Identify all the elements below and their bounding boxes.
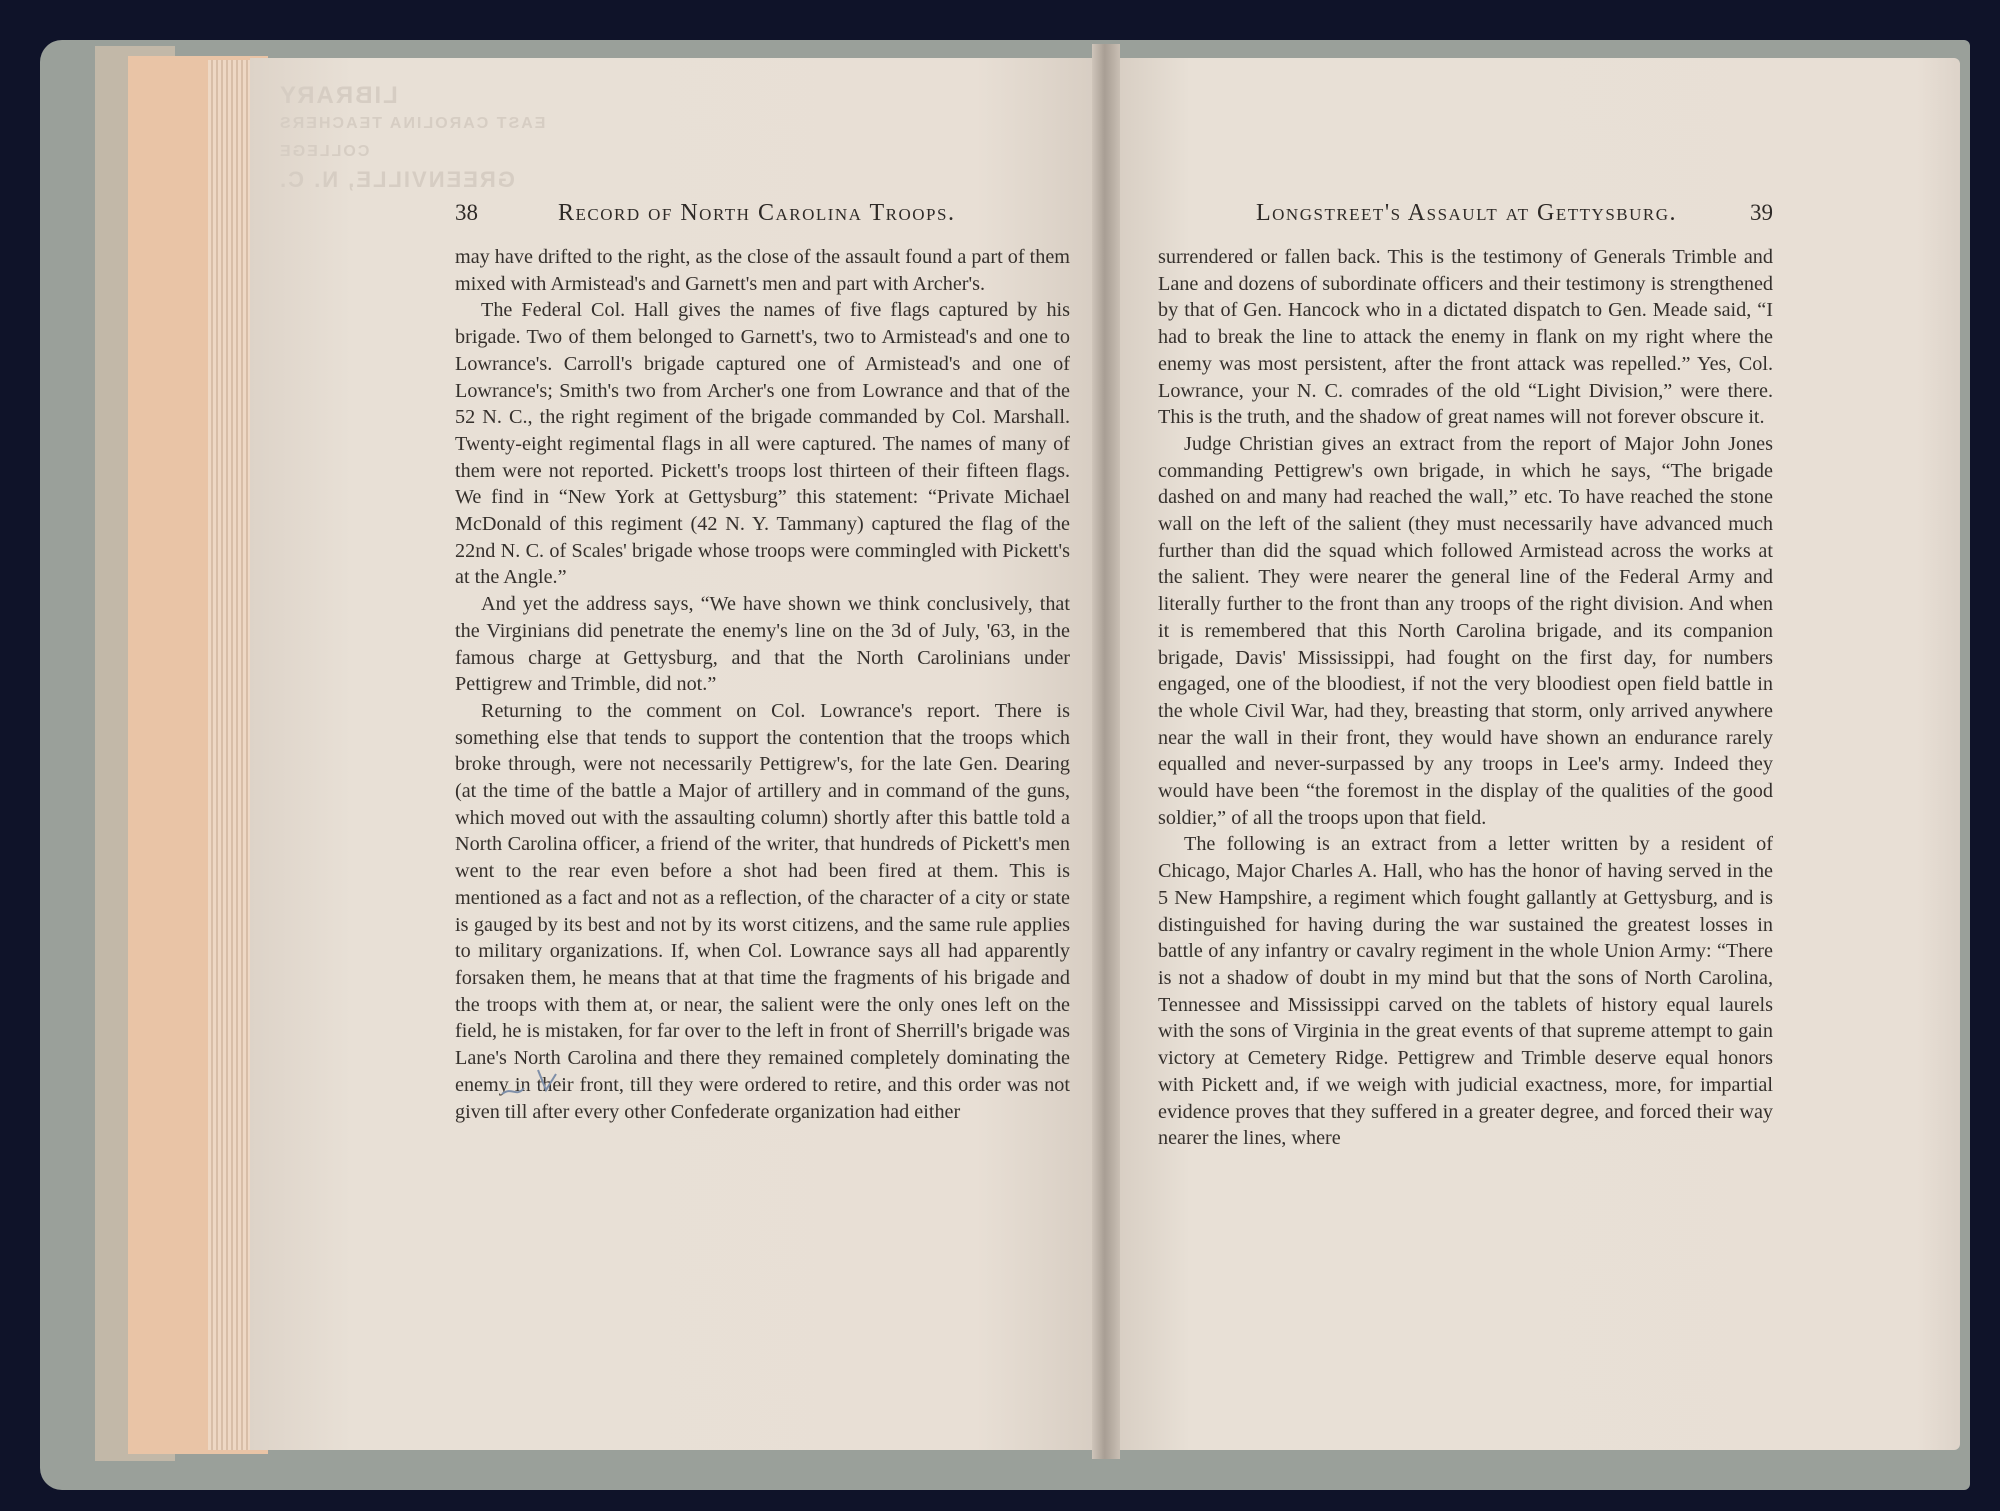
paragraph: Judge Christian gives an extract from the report of Major John Jones commanding Pettigrew's own brigade, in which he says, “The brigade dashed on and many had reached the wall,” etc. To have reached the stone wall on the left of the salient (they must necessarily have advanced much further than did the squad which followed Armistead across the works at the salient. They were nearer the general line of the Federal Army and literally further to the front than any troops of the right division. And when it is remembered that this North Carolina brigade, and its companion brigade, Davis' Mississippi, had fought on the first day, for numbers engaged, one of the bloodiest, if not the very bloodiest open field battle in the whole Civil War, had they, breasting that storm, only arrived anywhere near the wall in their front, they would have shown an endurance rarely equalled and never-surpassed by any troops in Lee's army. Indeed they would have been “the foremost in the display of the qualities of the good soldier,” of all the troops upon that field. (1158, 432, 1773, 829)
paragraph: And yet the address says, “We have shown we think conclusively, that the Virginians did penetrate the enemy's line on the 3d of July, '63, in the famous charge at Gettysburg, and that the North Carolinians under Pettigrew and Trimble, did not.” (455, 593, 1070, 696)
paragraph: may have drifted to the right, as the close of the assault found a part of them mixed with Armistead's and Garnett's men and part with Archer's. (455, 246, 1070, 295)
pencil-mark (498, 1064, 568, 1104)
stamp-line-2: EAST CAROLINA TEACHERS COLLEGE (278, 115, 546, 160)
paragraph: The Federal Col. Hall gives the names of five flags captured by his brigade. Two of them belonged to Garnett's, two to Armistead's and one to Lowrance's. Carroll's brigade captured one of Armistead's and one of Lowrance's; Smith's two from Archer's one from Lowrance and that of the 52 N. C., the right regiment of the brigade commanded by Col. Marshall. Twenty-eight regimental flags in all were captured. The names of many of them were not reported. Pickett's troops lost thirteen of their fifteen flags. We find in “New York at Gettysburg” this statement: “Private Michael McDonald of this regiment (42 N. Y. Tammany) captured the flag of the 22nd N. C. of Scales' brigade whose troops were commingled with Pickett's at the Angle.” (455, 299, 1070, 589)
stamp-line-1: LIBRARY (278, 82, 398, 109)
right-page-number: 39 (1750, 200, 1773, 225)
paragraph: The following is an extract from a letter written by a resident of Chicago, Major Charles A. Hall, who has the honor of having served in the 5 New Hampshire, a regiment which fought gallantly at Gettysburg, and is distinguished for having during the war sustained the greatest losses in battle of any infantry or cavalry regiment in the whole Union Army: “There is not a shadow of doubt in my mind but that the sons of North Carolina, Tennessee and Mississippi carved on the tablets of history equal laurels with the sons of Virginia in the great events of that supreme attempt to gain victory at Cemetery Ridge. Pettigrew and Trimble deserve equal honors with Pickett and, if we weigh with judicial exactness, more, for impartial evidence proves that they suffered in a greater degree, and forced their way nearer the lines, where (1158, 833, 1773, 1150)
left-page-text (455, 244, 1070, 1125)
right-page-text (1158, 244, 1773, 1152)
paragraph: Returning to the comment on Col. Lowrance's report. There is something else that tends to support the contention that the troops which broke through, were not necessarily Pettigrew's, for the late Gen. Dearing (at the time of the battle a Major of artillery and in command of the guns, which moved out with the assaulting column) shortly after this battle told a North Carolina officer, a friend of the writer, that hundreds of Pickett's men went to the rear even before a shot had been fired at them. This is mentioned as a fact and not as a reflection, of the character of a city or state is gauged by its best and not by its worst citizens, and the same rule applies to military organizations. If, when Col. Lowrance says all had apparently forsaken them, he means that at that time the fragments of his brigade and the troops with them at, or near, the salient were the only ones left on the field, he is mistaken, for far over to the left in front of Sherrill's brigade was Lane's North Carolina and there they remained completely dominating the enemy in their front, till they were ordered to retire, and this order was not given till after every other Confederate organization had either (455, 699, 1070, 1123)
left-page-number: 38 (455, 200, 478, 225)
right-running-head: Longstreet's Assault at Gettysburg. (1256, 200, 1678, 226)
library-stamp (278, 82, 638, 194)
stamp-line-3: GREENVILLE, N. C. (278, 167, 515, 192)
left-running-head: Record of North Carolina Troops. (558, 200, 956, 226)
book-gutter (1092, 44, 1120, 1459)
paragraph: surrendered or fallen back. This is the testimony of Generals Trimble and Lane and dozens of subordinate officers and their testimony is strengthened by that of Gen. Hancock who in a dictated dispatch to Gen. Meade said, “I had to break the line to attack the enemy in flank on my right where the enemy was most persistent, after the front attack was repelled.” Yes, Col. Lowrance, your N. C. comrades of the old “Light Division,” were there. This is the truth, and the shadow of great names will not forever obscure it. (1158, 246, 1773, 429)
